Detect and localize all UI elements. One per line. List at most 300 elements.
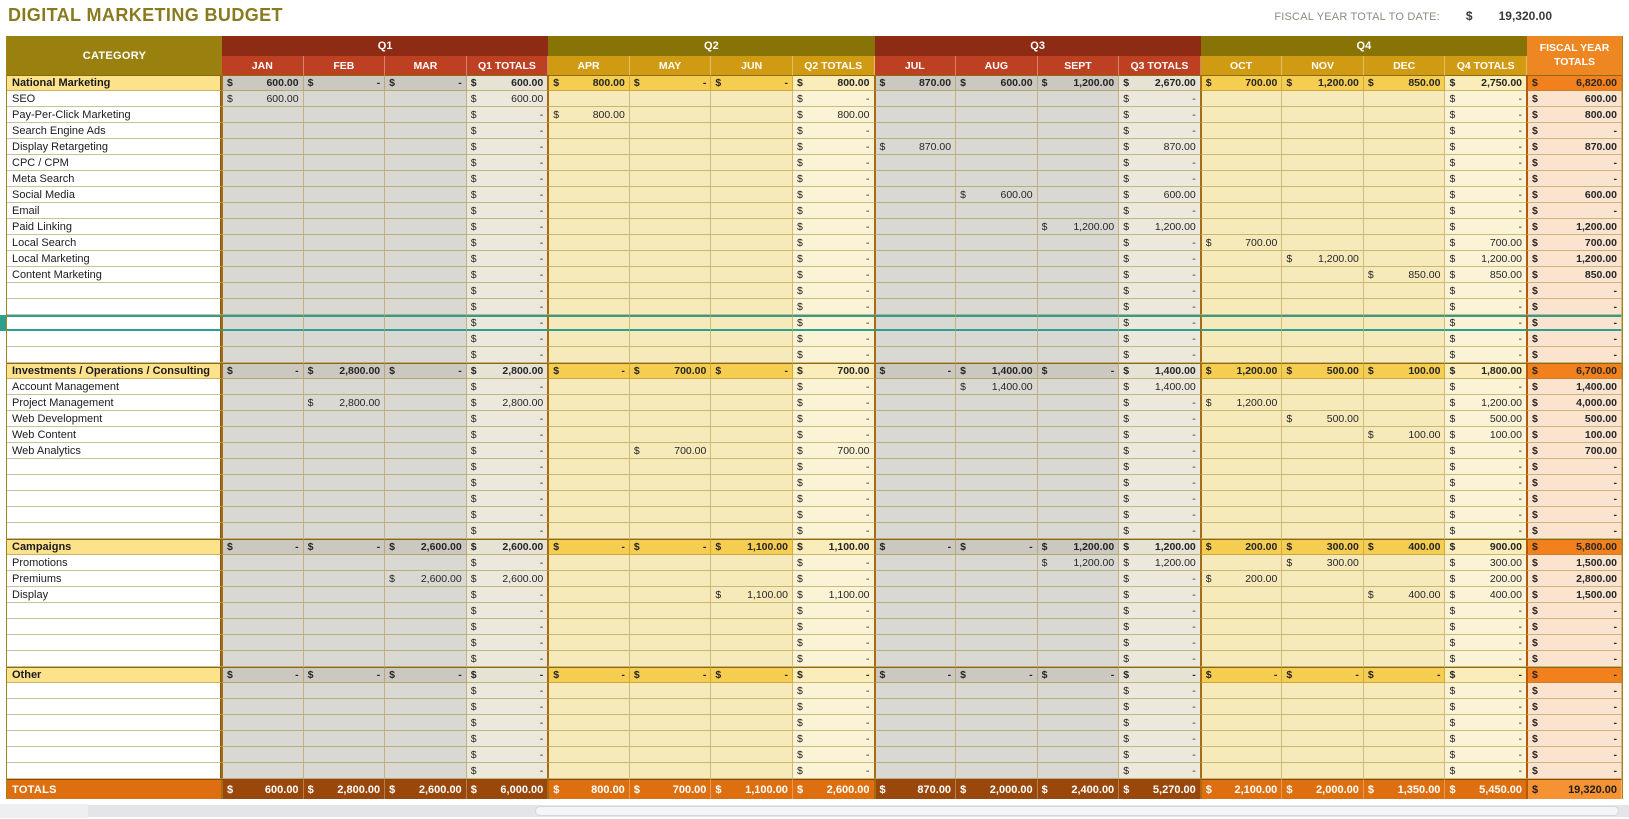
money-cell[interactable]	[630, 267, 712, 283]
money-cell[interactable]	[1282, 699, 1364, 715]
money-cell[interactable]	[1282, 91, 1364, 107]
money-cell[interactable]	[385, 443, 467, 459]
money-cell[interactable]	[874, 315, 957, 331]
money-cell[interactable]	[1200, 219, 1283, 235]
money-cell[interactable]	[630, 315, 712, 331]
money-cell[interactable]	[793, 715, 875, 731]
row-label-cell[interactable]	[7, 747, 222, 763]
money-cell[interactable]	[221, 251, 304, 267]
money-cell[interactable]	[221, 347, 304, 363]
money-cell[interactable]	[1445, 363, 1527, 379]
money-cell[interactable]	[304, 363, 386, 379]
money-cell[interactable]	[1282, 171, 1364, 187]
money-cell[interactable]	[221, 539, 304, 555]
money-cell[interactable]	[711, 731, 793, 747]
money-cell[interactable]	[1364, 651, 1446, 667]
money-cell[interactable]	[956, 731, 1038, 747]
money-cell[interactable]	[1445, 539, 1527, 555]
money-cell[interactable]	[1200, 171, 1283, 187]
money-cell[interactable]	[1364, 459, 1446, 475]
money-cell[interactable]	[547, 347, 630, 363]
money-cell[interactable]	[1119, 155, 1201, 171]
money-cell[interactable]	[467, 331, 549, 347]
money-cell[interactable]	[630, 523, 712, 539]
money-cell[interactable]	[956, 91, 1038, 107]
row-label-cell[interactable]: Content Marketing	[7, 267, 222, 283]
money-cell[interactable]	[385, 603, 467, 619]
money-cell[interactable]	[221, 571, 304, 587]
money-cell[interactable]	[1364, 155, 1446, 171]
money-cell[interactable]	[385, 251, 467, 267]
money-cell[interactable]	[793, 667, 875, 683]
money-cell[interactable]	[1526, 635, 1622, 651]
money-cell[interactable]	[385, 651, 467, 667]
money-cell[interactable]	[1282, 139, 1364, 155]
money-cell[interactable]	[630, 91, 712, 107]
money-cell[interactable]	[1282, 299, 1364, 315]
money-cell[interactable]	[467, 459, 549, 475]
money-cell[interactable]	[1282, 251, 1364, 267]
money-cell[interactable]	[793, 491, 875, 507]
money-cell[interactable]	[1445, 411, 1527, 427]
money-cell[interactable]	[467, 219, 549, 235]
month-header-mar[interactable]: MAR	[385, 56, 467, 75]
money-cell[interactable]	[385, 235, 467, 251]
q4-totals-header[interactable]: Q4 TOTALS	[1445, 56, 1527, 75]
money-cell[interactable]	[385, 459, 467, 475]
money-cell[interactable]	[1119, 251, 1201, 267]
money-cell[interactable]	[793, 251, 875, 267]
money-cell[interactable]	[1282, 587, 1364, 603]
money-cell[interactable]	[1119, 619, 1201, 635]
money-cell[interactable]	[1445, 667, 1527, 683]
money-cell[interactable]	[711, 491, 793, 507]
money-cell[interactable]	[793, 779, 875, 799]
money-cell[interactable]	[1364, 699, 1446, 715]
money-cell[interactable]	[467, 363, 549, 379]
money-cell[interactable]	[1282, 395, 1364, 411]
money-cell[interactable]	[1038, 363, 1120, 379]
money-cell[interactable]	[385, 91, 467, 107]
money-cell[interactable]	[1200, 315, 1283, 331]
money-cell[interactable]	[1119, 139, 1201, 155]
money-cell[interactable]	[630, 571, 712, 587]
money-cell[interactable]	[956, 491, 1038, 507]
money-cell[interactable]	[385, 283, 467, 299]
money-cell[interactable]	[385, 619, 467, 635]
money-cell[interactable]	[1364, 107, 1446, 123]
money-cell[interactable]	[1038, 203, 1120, 219]
money-cell[interactable]	[1038, 683, 1120, 699]
money-cell[interactable]	[793, 139, 875, 155]
money-cell[interactable]	[221, 699, 304, 715]
money-cell[interactable]	[1282, 779, 1364, 799]
money-cell[interactable]	[221, 155, 304, 171]
row-label-cell[interactable]: Project Management	[7, 395, 222, 411]
money-cell[interactable]	[1526, 763, 1622, 779]
money-cell[interactable]	[793, 219, 875, 235]
row-label-cell[interactable]: Premiums	[7, 571, 222, 587]
money-cell[interactable]	[221, 491, 304, 507]
row-label-cell[interactable]: CPC / CPM	[7, 155, 222, 171]
money-cell[interactable]	[304, 459, 386, 475]
money-cell[interactable]	[1282, 475, 1364, 491]
money-cell[interactable]	[793, 635, 875, 651]
money-cell[interactable]	[1364, 619, 1446, 635]
money-cell[interactable]	[1282, 603, 1364, 619]
money-cell[interactable]	[304, 555, 386, 571]
money-cell[interactable]	[1364, 187, 1446, 203]
money-cell[interactable]	[467, 603, 549, 619]
money-cell[interactable]	[467, 651, 549, 667]
money-cell[interactable]	[956, 155, 1038, 171]
money-cell[interactable]	[874, 267, 957, 283]
money-cell[interactable]	[385, 187, 467, 203]
money-cell[interactable]	[547, 299, 630, 315]
row-label-cell[interactable]	[7, 635, 222, 651]
money-cell[interactable]	[547, 523, 630, 539]
money-cell[interactable]	[793, 523, 875, 539]
money-cell[interactable]	[304, 75, 386, 91]
row-label-cell[interactable]: Local Marketing	[7, 251, 222, 267]
money-cell[interactable]	[1445, 731, 1527, 747]
money-cell[interactable]	[467, 251, 549, 267]
money-cell[interactable]	[956, 571, 1038, 587]
money-cell[interactable]	[547, 155, 630, 171]
money-cell[interactable]	[956, 107, 1038, 123]
money-cell[interactable]	[1200, 379, 1283, 395]
money-cell[interactable]	[1200, 203, 1283, 219]
money-cell[interactable]	[956, 283, 1038, 299]
money-cell[interactable]	[467, 283, 549, 299]
money-cell[interactable]	[711, 619, 793, 635]
money-cell[interactable]	[1282, 715, 1364, 731]
row-label-cell[interactable]: Web Development	[7, 411, 222, 427]
money-cell[interactable]	[711, 395, 793, 411]
money-cell[interactable]	[1364, 539, 1446, 555]
money-cell[interactable]	[221, 139, 304, 155]
money-cell[interactable]	[1364, 379, 1446, 395]
money-cell[interactable]	[1038, 123, 1120, 139]
money-cell[interactable]	[874, 139, 957, 155]
money-cell[interactable]	[385, 299, 467, 315]
money-cell[interactable]	[221, 283, 304, 299]
money-cell[interactable]	[221, 667, 304, 683]
money-cell[interactable]	[547, 395, 630, 411]
money-cell[interactable]	[1282, 75, 1364, 91]
money-cell[interactable]	[956, 139, 1038, 155]
money-cell[interactable]	[711, 635, 793, 651]
money-cell[interactable]	[1119, 651, 1201, 667]
money-cell[interactable]	[874, 251, 957, 267]
money-cell[interactable]	[793, 155, 875, 171]
q2-totals-header[interactable]: Q2 TOTALS	[793, 56, 875, 75]
money-cell[interactable]	[304, 299, 386, 315]
money-cell[interactable]	[630, 379, 712, 395]
money-cell[interactable]	[1200, 587, 1283, 603]
money-cell[interactable]	[793, 315, 875, 331]
money-cell[interactable]	[1526, 251, 1622, 267]
money-cell[interactable]	[630, 667, 712, 683]
money-cell[interactable]	[1526, 235, 1622, 251]
money-cell[interactable]	[630, 75, 712, 91]
money-cell[interactable]	[1200, 139, 1283, 155]
money-cell[interactable]	[221, 331, 304, 347]
money-cell[interactable]	[1119, 171, 1201, 187]
money-cell[interactable]	[874, 299, 957, 315]
money-cell[interactable]	[1526, 347, 1622, 363]
money-cell[interactable]	[1200, 475, 1283, 491]
money-cell[interactable]	[1364, 283, 1446, 299]
money-cell[interactable]	[874, 747, 957, 763]
money-cell[interactable]	[793, 347, 875, 363]
money-cell[interactable]	[1526, 715, 1622, 731]
money-cell[interactable]	[1282, 619, 1364, 635]
money-cell[interactable]	[1364, 683, 1446, 699]
scrollbar-thumb[interactable]	[535, 806, 1619, 816]
money-cell[interactable]	[793, 171, 875, 187]
money-cell[interactable]	[1364, 587, 1446, 603]
money-cell[interactable]	[1282, 731, 1364, 747]
money-cell[interactable]	[1526, 475, 1622, 491]
money-cell[interactable]	[1038, 299, 1120, 315]
money-cell[interactable]	[467, 427, 549, 443]
money-cell[interactable]	[1364, 763, 1446, 779]
row-label-cell[interactable]: Promotions	[7, 555, 222, 571]
money-cell[interactable]	[1038, 587, 1120, 603]
money-cell[interactable]	[1364, 299, 1446, 315]
money-cell[interactable]	[1364, 267, 1446, 283]
money-cell[interactable]	[711, 411, 793, 427]
money-cell[interactable]	[874, 219, 957, 235]
money-cell[interactable]	[956, 699, 1038, 715]
money-cell[interactable]	[630, 123, 712, 139]
q3-totals-header[interactable]: Q3 TOTALS	[1119, 56, 1201, 75]
money-cell[interactable]	[385, 635, 467, 651]
money-cell[interactable]	[1200, 651, 1283, 667]
money-cell[interactable]	[630, 491, 712, 507]
money-cell[interactable]	[1038, 443, 1120, 459]
money-cell[interactable]	[1200, 747, 1283, 763]
money-cell[interactable]	[711, 251, 793, 267]
money-cell[interactable]	[793, 571, 875, 587]
money-cell[interactable]	[874, 155, 957, 171]
money-cell[interactable]	[1526, 571, 1622, 587]
money-cell[interactable]	[1200, 699, 1283, 715]
money-cell[interactable]	[467, 731, 549, 747]
money-cell[interactable]	[793, 107, 875, 123]
money-cell[interactable]	[793, 443, 875, 459]
money-cell[interactable]	[956, 763, 1038, 779]
money-cell[interactable]	[874, 395, 957, 411]
money-cell[interactable]	[1364, 523, 1446, 539]
money-cell[interactable]	[1282, 267, 1364, 283]
money-cell[interactable]	[711, 91, 793, 107]
money-cell[interactable]	[547, 443, 630, 459]
money-cell[interactable]	[547, 491, 630, 507]
row-label-cell[interactable]: Display	[7, 587, 222, 603]
money-cell[interactable]	[467, 715, 549, 731]
money-cell[interactable]	[467, 699, 549, 715]
money-cell[interactable]	[711, 475, 793, 491]
money-cell[interactable]	[793, 459, 875, 475]
money-cell[interactable]	[1200, 507, 1283, 523]
money-cell[interactable]	[956, 507, 1038, 523]
money-cell[interactable]	[711, 587, 793, 603]
money-cell[interactable]	[1119, 539, 1201, 555]
money-cell[interactable]	[467, 779, 549, 799]
money-cell[interactable]	[711, 203, 793, 219]
money-cell[interactable]	[547, 475, 630, 491]
money-cell[interactable]	[1200, 779, 1283, 799]
money-cell[interactable]	[956, 347, 1038, 363]
money-cell[interactable]	[874, 635, 957, 651]
money-cell[interactable]	[304, 171, 386, 187]
money-cell[interactable]	[1038, 779, 1120, 799]
money-cell[interactable]	[793, 123, 875, 139]
money-cell[interactable]	[1038, 267, 1120, 283]
money-cell[interactable]	[304, 443, 386, 459]
money-cell[interactable]	[1038, 555, 1120, 571]
money-cell[interactable]	[221, 411, 304, 427]
money-cell[interactable]	[547, 235, 630, 251]
money-cell[interactable]	[711, 283, 793, 299]
money-cell[interactable]	[956, 475, 1038, 491]
quarter-band-q1[interactable]: Q1	[222, 36, 548, 56]
money-cell[interactable]	[1200, 331, 1283, 347]
money-cell[interactable]	[630, 139, 712, 155]
money-cell[interactable]	[1526, 747, 1622, 763]
money-cell[interactable]	[304, 587, 386, 603]
money-cell[interactable]	[630, 459, 712, 475]
money-cell[interactable]	[304, 427, 386, 443]
money-cell[interactable]	[1038, 507, 1120, 523]
money-cell[interactable]	[1445, 251, 1527, 267]
money-cell[interactable]	[630, 699, 712, 715]
money-cell[interactable]	[956, 587, 1038, 603]
money-cell[interactable]	[221, 459, 304, 475]
money-cell[interactable]	[1445, 491, 1527, 507]
money-cell[interactable]	[547, 283, 630, 299]
money-cell[interactable]	[1526, 107, 1622, 123]
money-cell[interactable]	[711, 507, 793, 523]
row-label-cell[interactable]	[7, 283, 222, 299]
money-cell[interactable]	[711, 443, 793, 459]
money-cell[interactable]	[711, 539, 793, 555]
money-cell[interactable]	[1364, 571, 1446, 587]
money-cell[interactable]	[221, 731, 304, 747]
money-cell[interactable]	[1038, 395, 1120, 411]
money-cell[interactable]	[1364, 235, 1446, 251]
money-cell[interactable]	[1364, 395, 1446, 411]
money-cell[interactable]	[304, 635, 386, 651]
money-cell[interactable]	[711, 187, 793, 203]
row-label-cell[interactable]	[7, 603, 222, 619]
money-cell[interactable]	[1200, 619, 1283, 635]
row-label-cell[interactable]: Meta Search	[7, 171, 222, 187]
money-cell[interactable]	[874, 187, 957, 203]
money-cell[interactable]	[793, 203, 875, 219]
money-cell[interactable]	[547, 715, 630, 731]
money-cell[interactable]	[793, 299, 875, 315]
money-cell[interactable]	[1445, 379, 1527, 395]
money-cell[interactable]	[1445, 91, 1527, 107]
money-cell[interactable]	[1526, 299, 1622, 315]
money-cell[interactable]	[304, 187, 386, 203]
money-cell[interactable]	[630, 747, 712, 763]
money-cell[interactable]	[1445, 523, 1527, 539]
money-cell[interactable]	[874, 443, 957, 459]
money-cell[interactable]	[1282, 747, 1364, 763]
money-cell[interactable]	[711, 603, 793, 619]
money-cell[interactable]	[1119, 347, 1201, 363]
month-header-nov[interactable]: NOV	[1282, 56, 1364, 75]
month-header-aug[interactable]: AUG	[956, 56, 1038, 75]
money-cell[interactable]	[956, 299, 1038, 315]
money-cell[interactable]	[1038, 91, 1120, 107]
money-cell[interactable]	[1038, 619, 1120, 635]
money-cell[interactable]	[221, 219, 304, 235]
row-label-cell[interactable]	[7, 763, 222, 779]
money-cell[interactable]	[467, 571, 549, 587]
row-label-cell[interactable]	[7, 507, 222, 523]
money-cell[interactable]	[874, 619, 957, 635]
money-cell[interactable]	[956, 427, 1038, 443]
money-cell[interactable]	[1119, 699, 1201, 715]
money-cell[interactable]	[1200, 395, 1283, 411]
money-cell[interactable]	[1282, 667, 1364, 683]
money-cell[interactable]	[467, 123, 549, 139]
money-cell[interactable]	[221, 603, 304, 619]
money-cell[interactable]	[874, 331, 957, 347]
money-cell[interactable]	[467, 475, 549, 491]
money-cell[interactable]	[385, 667, 467, 683]
money-cell[interactable]	[547, 731, 630, 747]
money-cell[interactable]	[711, 347, 793, 363]
money-cell[interactable]	[304, 331, 386, 347]
money-cell[interactable]	[1038, 187, 1120, 203]
row-label-cell[interactable]	[7, 683, 222, 699]
money-cell[interactable]	[711, 139, 793, 155]
money-cell[interactable]	[630, 411, 712, 427]
money-cell[interactable]	[630, 283, 712, 299]
money-cell[interactable]	[711, 155, 793, 171]
money-cell[interactable]	[1119, 107, 1201, 123]
money-cell[interactable]	[1200, 683, 1283, 699]
money-cell[interactable]	[1364, 635, 1446, 651]
money-cell[interactable]	[956, 651, 1038, 667]
money-cell[interactable]	[467, 91, 549, 107]
money-cell[interactable]	[630, 347, 712, 363]
money-cell[interactable]	[385, 331, 467, 347]
money-cell[interactable]	[1200, 555, 1283, 571]
money-cell[interactable]	[1282, 491, 1364, 507]
money-cell[interactable]	[1200, 523, 1283, 539]
money-cell[interactable]	[1200, 235, 1283, 251]
money-cell[interactable]	[221, 299, 304, 315]
money-cell[interactable]	[385, 587, 467, 603]
money-cell[interactable]	[304, 203, 386, 219]
money-cell[interactable]	[1364, 667, 1446, 683]
money-cell[interactable]	[547, 699, 630, 715]
money-cell[interactable]	[1445, 475, 1527, 491]
money-cell[interactable]	[1364, 139, 1446, 155]
money-cell[interactable]	[1200, 571, 1283, 587]
money-cell[interactable]	[711, 123, 793, 139]
money-cell[interactable]	[1445, 299, 1527, 315]
money-cell[interactable]	[1445, 763, 1527, 779]
money-cell[interactable]	[793, 411, 875, 427]
